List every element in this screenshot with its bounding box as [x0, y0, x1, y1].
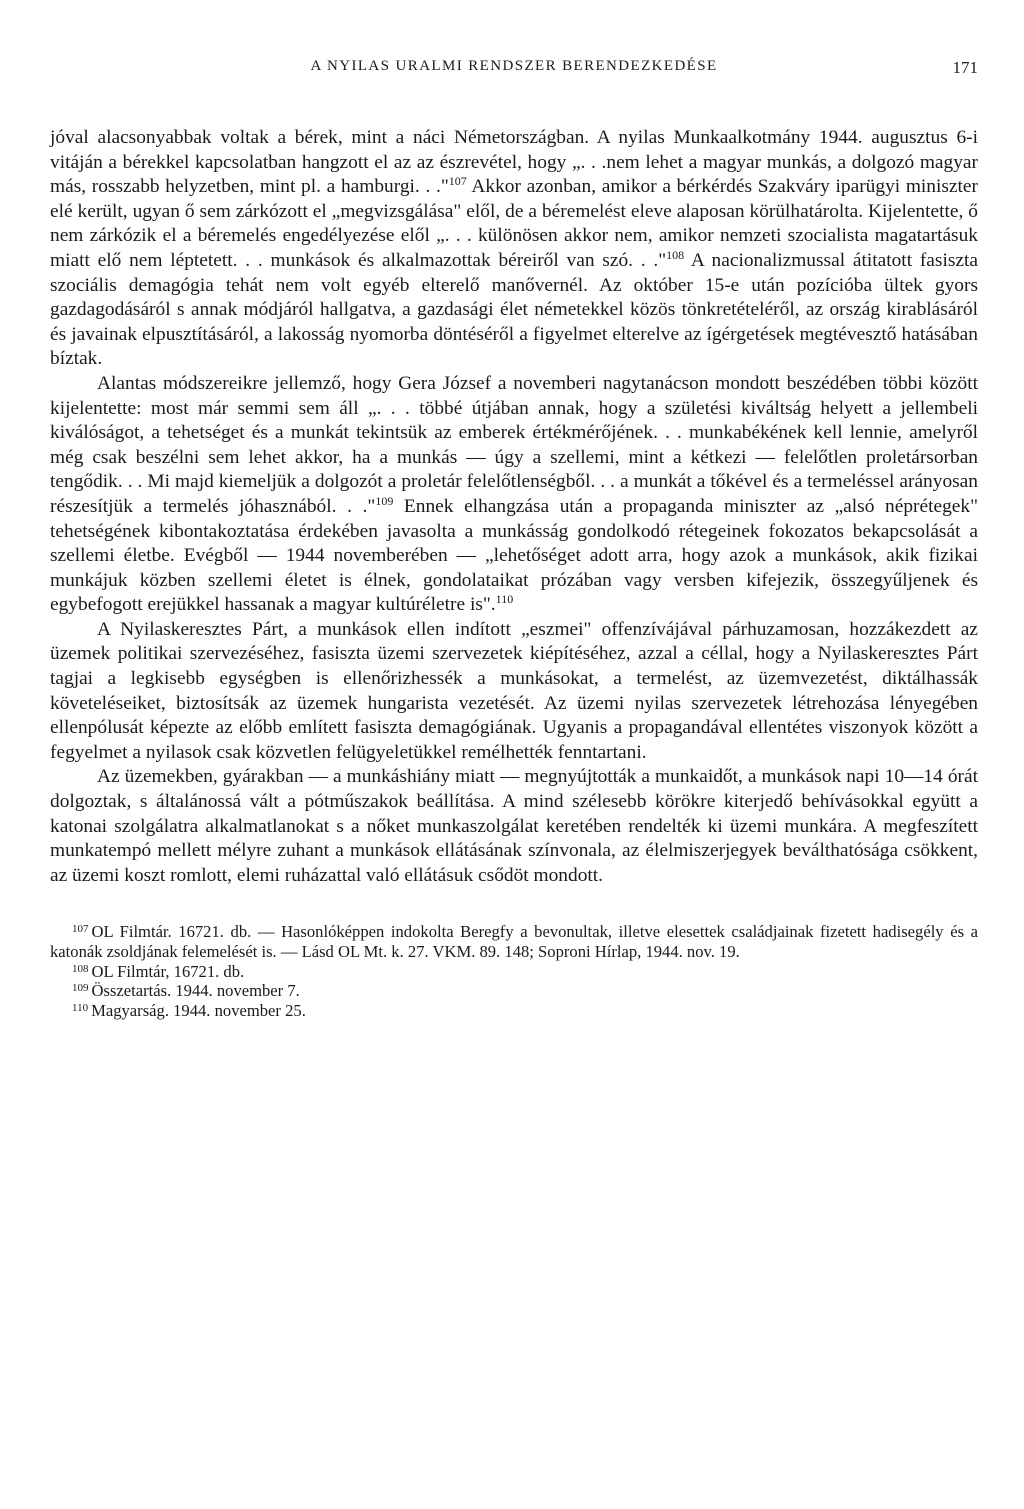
- footnote-number: 109: [72, 982, 89, 995]
- running-head: A NYILAS URALMI RENDSZER BERENDEZKEDÉSE: [310, 58, 718, 74]
- footnote-number: 108: [72, 962, 89, 975]
- page-header: [50, 58, 978, 88]
- footnote-text: OL Filmtár, 16721. db.: [91, 961, 245, 981]
- body-text: [50, 126, 978, 888]
- paragraph-1: [50, 126, 978, 372]
- footnote-ref-107: 107: [448, 174, 467, 189]
- footnote-ref-108: 108: [666, 247, 685, 262]
- paragraph-1-part-a: jóval alacsonyabbak voltak a bérek, mint a náci Németországban. A nyilas Munkaalkotmány 1944. augusztus 6-i vitáján a bérekkel kapcsolatban hangzott el az az észrevétel, hogy „. . .nem lehet a magyar munkás, a dolgozó magyar más, rosszabb helyzetben, mint pl. a hamburgi. . .": [50, 127, 978, 198]
- paragraph-4: Az üzemekben, gyárakban — a munkáshiány miatt — megnyújtották a munkaidőt, a munkások napi 10—14 órát dolgoztak, s általánossá vált a pótműszakok beállítása. A mind szélesebb körökre kiterjedő behívásokkal együtt a katonai szolgálatra alkalmatlanokat s a nőket munkaszolgálat keretében rendelték ki üzemi munkára. A megfeszített munkatempó mellett mélyre zuhant a munkások ellátásának színvonala, az élelmiszerjegyek beválthatósága csökkent, az üzemi koszt romlott, elemi ruházattal való ellátásuk csődöt mondott.: [50, 766, 978, 886]
- book-page: [50, 58, 978, 1020]
- paragraph-1-part-b: Akkor azonban, amikor a bérkérdés Szakváry iparügyi miniszter elé került, ugyan ő sem zárkózott el „megvizsgálása" elől, de a béremelést eleve alaposan körülhatárolta. Kijelentette, ő nem zárkózik el a béremelés engedélyezése elől „. . . különösen akkor nem, amikor nemzeti szocialista magatartásuk miatt elő nem léptetett. . . munkások és alkalmazottak béreiről van szó. . .": [50, 176, 978, 271]
- paragraph-1-part-c: A nacionalizmussal átitatott fasiszta szociális demagógia tehát nem volt egyéb elterelő manővernél. Az október 15-e után pozícióba ültek gyors gazdagodásáról s annak módjáról hallgatva, a gazdasági élet németekkel közös tönkretételéről, az ország kirablásáról és javainak elpusztításáról, a lakosság nyomorba döntéséről a figyelmet elterelve az ígérgetések megtévesztő hatásában bíztak.: [50, 249, 978, 370]
- footnotes: [50, 922, 978, 1020]
- footnote-text: Magyarság. 1944. november 25.: [91, 1000, 306, 1020]
- paragraph-2: [50, 372, 978, 618]
- footnote-text: Összetartás. 1944. november 7.: [91, 981, 300, 1001]
- footnote-109: [50, 981, 978, 1001]
- footnote-ref-109: 109: [375, 493, 394, 508]
- footnote-text: OL Filmtár. 16721. db. — Hasonlóképpen indokolta Beregfy a bevonultak, illetve elesettek családjainak fizetett hadisegély és a katonák zsoldjának felemelését is. — Lásd OL Mt. k. 27. VKM. 89. 148; Soproni Hírlap, 1944. nov. 19.: [50, 922, 978, 961]
- footnote-number: 110: [72, 1001, 89, 1014]
- footnote-107: [50, 922, 978, 961]
- paragraph-2-part-b: Ennek elhangzása után a propaganda miniszter az „alsó néprétegek" tehetségének kibontakoztatása érdekében javasolta a munkásság gondolkodó rétegeinek fokozatos bekapcsolását a szellemi életbe. Evégből — 1944 novemberében — „lehetőséget adott arra, hogy azok a munkások, akik fizikai munkájuk közben szellemi életet is élnek, gondolataikat prózában vagy versben kifejezik, összegyűljenek és egybefogott erejükkel hassanak a magyar kultúréletre is".: [50, 495, 978, 616]
- footnote-number: 107: [72, 923, 89, 936]
- paragraph-3: A Nyilaskeresztes Párt, a munkások ellen indított „eszmei" offenzívájával párhuzamosan, hozzákezdett az üzemek politikai szervezéséhez, fasiszta üzemi szervezetek kiépítéséhez, azzal a céllal, hogy a Nyilaskeresztes Párt tagjai a legkisebb egységben is ellenőrizhessék a munkásokat, a termelést, az üzemvezetést, diktálhassák követeléseiket, biztosítsák az üzemek hungarista vezetését. Az üzemi nyilas szervezetek létrehozása lényegében ellenpólusát képezte az előbb említett fasiszta demagógiának. Ugyanis a propagandával ellentétes viszonyok között a fegyelmet a nyilasok csak közvetlen felügyeletükkel remélhették fenntartani.: [50, 618, 978, 763]
- paragraph-2-part-a: Alantas módszereikre jellemző, hogy Gera József a novemberi nagytanácson mondott beszédében többi között kijelentette: most már semmi sem áll „. . . többé útjában annak, hogy a születési kiváltság helyett a jellembeli kiválóságot, a tehetséget és a munkát tekintsük az emberek értékmérőjének. . . munkabékének kell lennie, amelyről még csak beszélni sem lehet akkor, ha a munkás — úgy a szellemi, mint a kétkezi — felelőtlen proletársorban tengődik. . . Mi majd kiemeljük a dolgozót a proletár felelőtlenségből. . . a munkát a tőkével és a termeléssel arányosan részesítjük a termelés jóhasznából. . .": [50, 372, 978, 517]
- page-number: 171: [952, 58, 978, 77]
- footnote-108: [50, 962, 978, 982]
- footnote-110: [50, 1001, 978, 1021]
- footnote-ref-110: 110: [495, 592, 514, 607]
